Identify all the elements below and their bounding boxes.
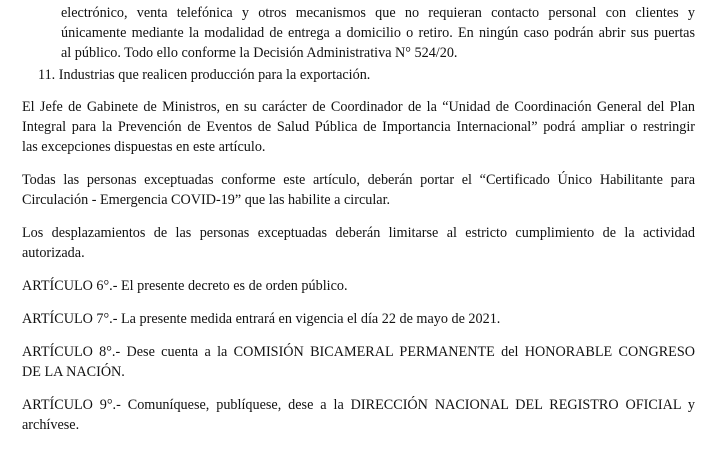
text-line: Todas las personas exceptuadas conforme este artículo, deberán portar el “Certificado Único Habilitante para xyxy=(22,172,695,188)
text-line: al público. Todo ello conforme la Decisión Administrativa N° 524/20. xyxy=(61,45,458,61)
list-item-11: 11. Industrias que realicen producción para la exportación. xyxy=(38,67,371,83)
text-line: Integral para la Prevención de Eventos de Salud Pública de Importancia Internacional” podrá ampliar o restringir xyxy=(22,119,695,135)
article-6: ARTÍCULO 6°.- El presente decreto es de orden público. xyxy=(22,278,348,294)
text-line: autorizada. xyxy=(22,245,85,261)
text-line: El Jefe de Gabinete de Ministros, en su carácter de Coordinador de la “Unidad de Coordinación General del Plan xyxy=(22,99,695,115)
text-line: Los desplazamientos de las personas exceptuadas deberán limitarse al estricto cumplimiento de la actividad xyxy=(22,225,695,241)
text-line: únicamente mediante la modalidad de entrega a domicilio o retiro. En ningún caso podrán abrir sus puertas xyxy=(61,25,695,41)
text-line: ARTÍCULO 8°.- Desе cuenta a la COMISIÓN BICAMERAL PERMANENTE del HONORABLE CONGRESO xyxy=(22,344,695,360)
text-line: electrónico, venta telefónica y otros mecanismos que no requieran contacto personal con clientes y xyxy=(61,5,695,21)
text-line: las excepciones dispuestas en este artículo. xyxy=(22,139,266,155)
text-line: archívese. xyxy=(22,417,80,433)
text-line: DE LA NACIÓN. xyxy=(22,364,125,380)
article-7: ARTÍCULO 7°.- La presente medida entrará en vigencia el día 22 de mayo de 2021. xyxy=(22,311,501,327)
text-line: ARTÍCULO 9°.- Comuníquese, publíquese, dese a la DIRECCIÓN NACIONAL DEL REGISTRO OFICIAL y xyxy=(22,397,695,413)
text-line: Circulación - Emergencia COVID-19” que las habilite a circular. xyxy=(22,192,391,208)
